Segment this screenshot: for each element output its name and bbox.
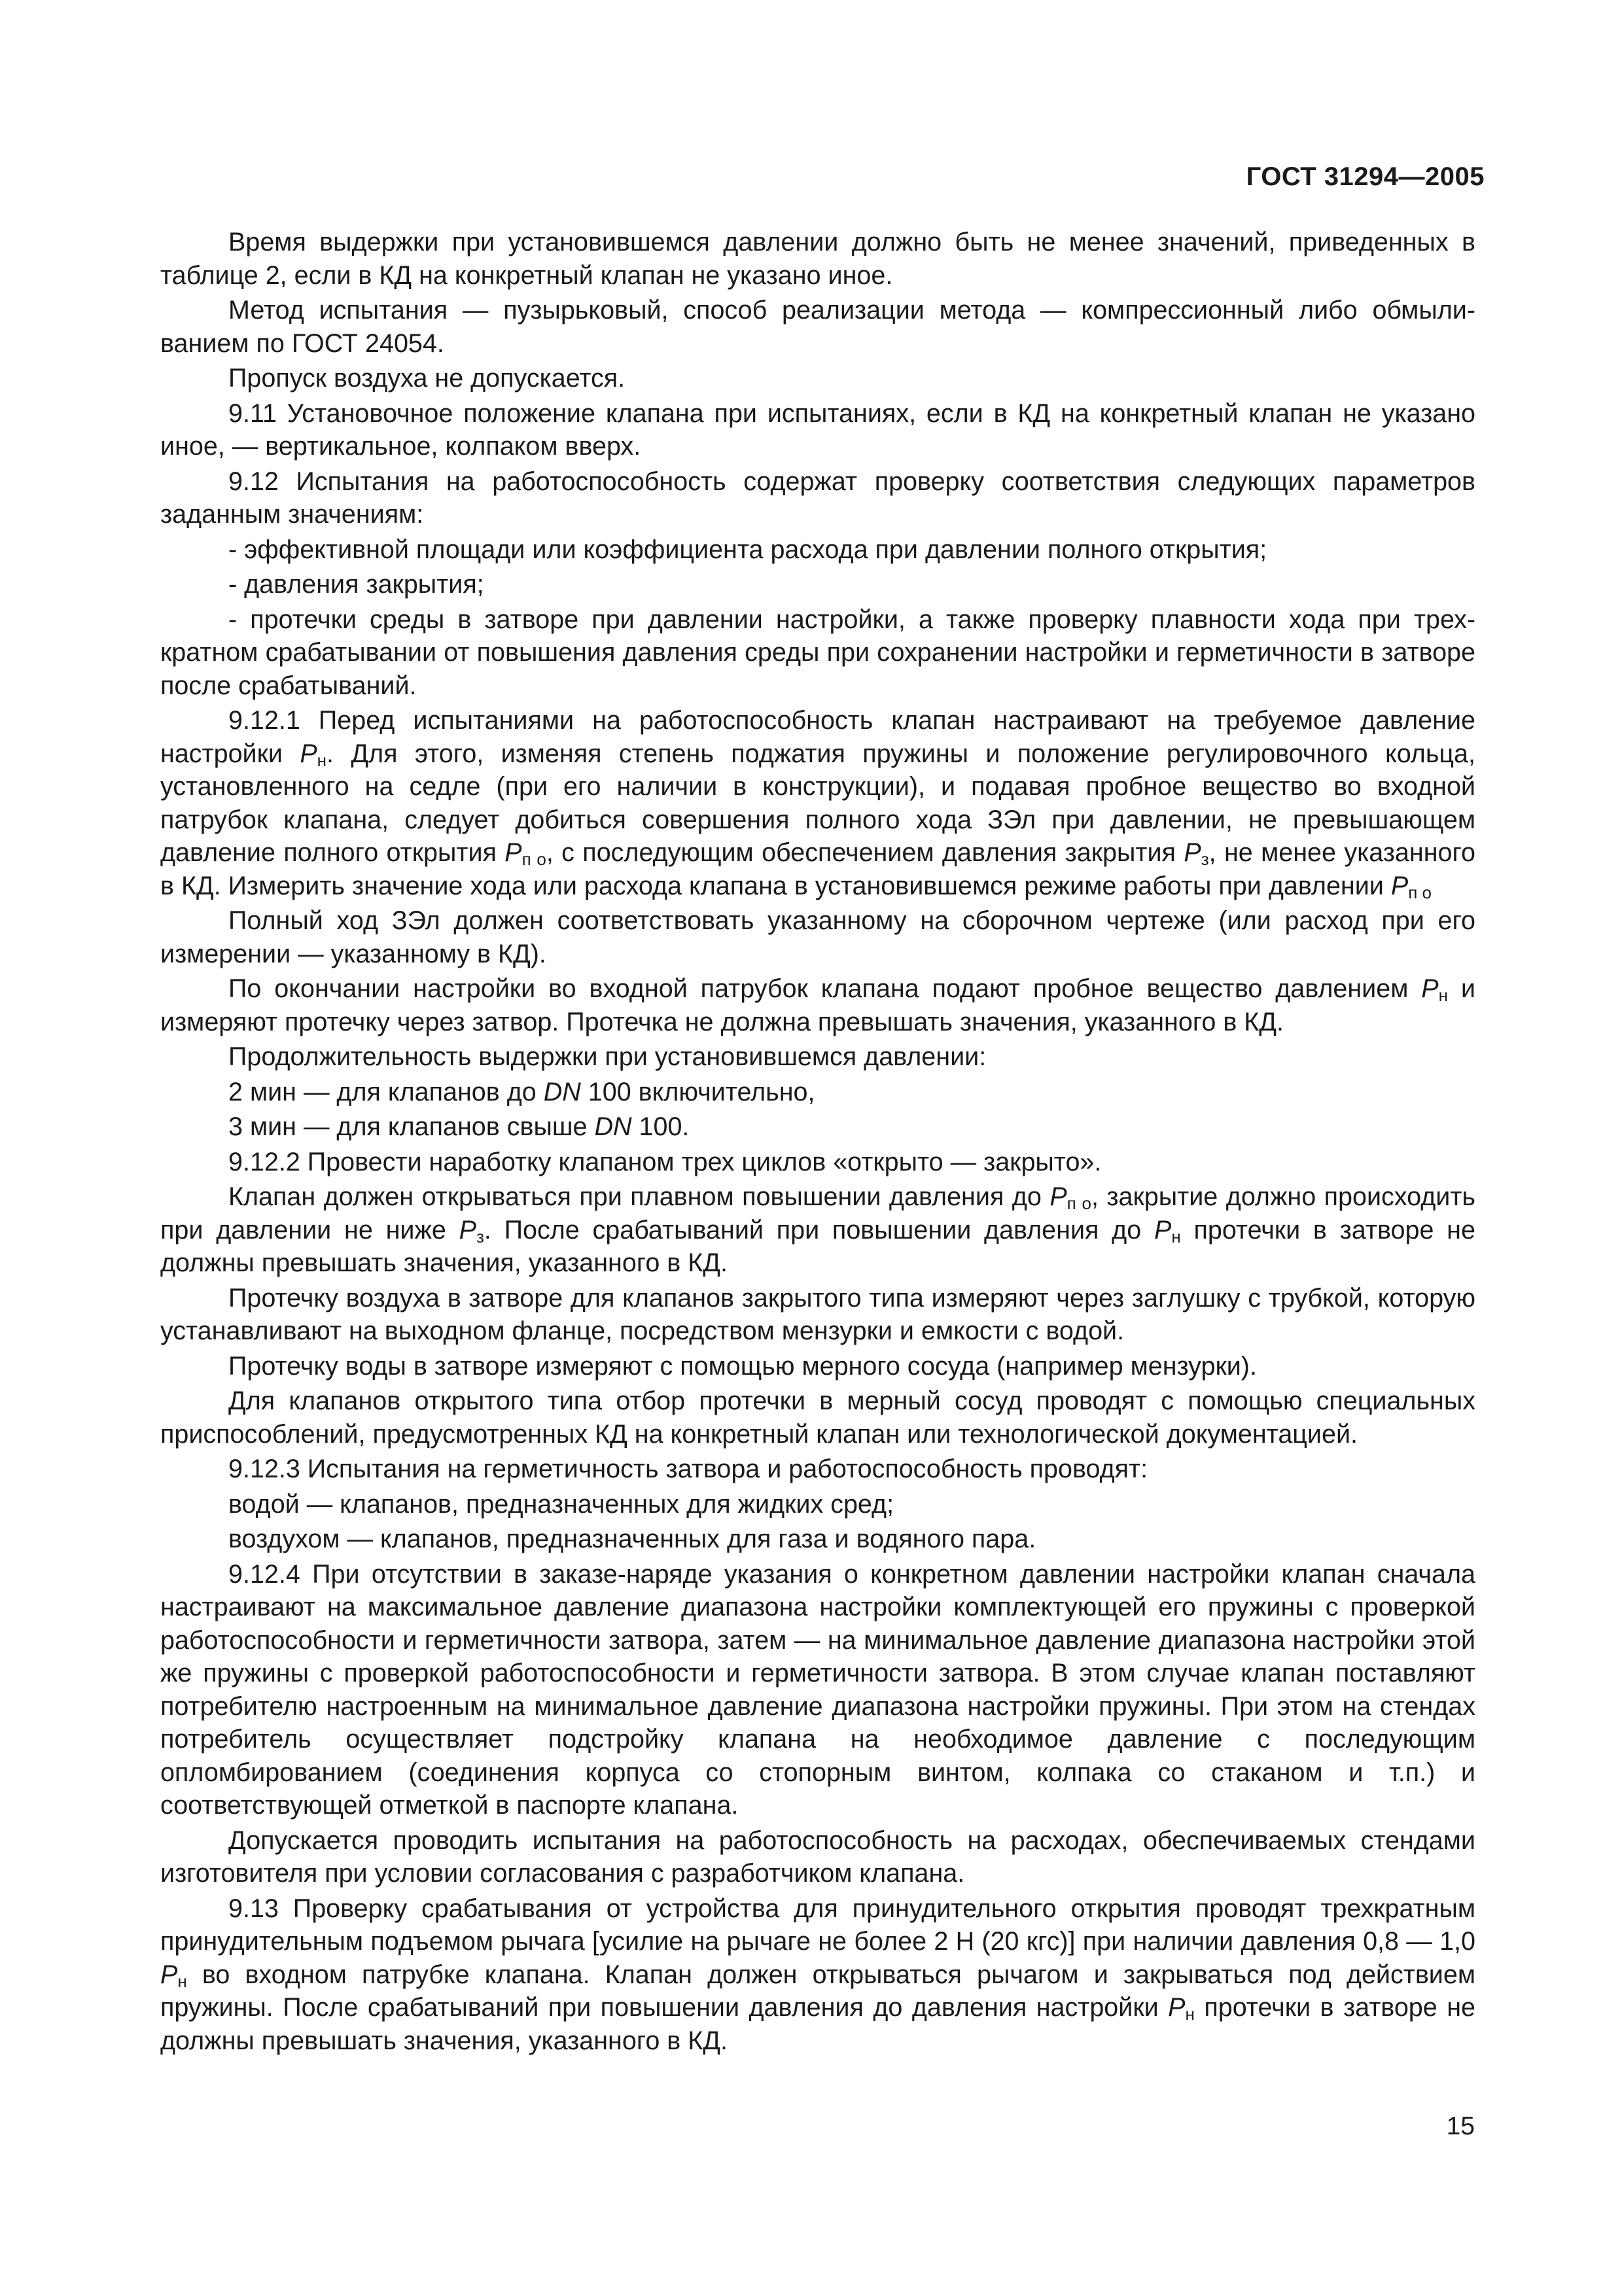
document-body [160,226,1475,2057]
subscript: п о [1408,882,1432,902]
paragraph: 9.11 Установочное положение клапана при испытаниях, если в КД на конкретный клапан не указано иное, — вертикальное, колпаком вверх. [160,398,1475,461]
symbol-p: P [160,1960,178,1989]
text-run: 9.13 Проверку срабатывания от устройства для принудительного открытия проводят трехкратным принудительным подъемом рычага [усилие на рычаге не более 2 Н (20 кгс)] при наличии давления 0,8 — 1,0 [160,1894,1475,1956]
paragraph: Время выдержки при установившемся давлении должно быть не менее значений, приведенных в таблице 2, если в КД на конкретный клапан не указано иное. [160,228,1475,290]
page-number: 15 [1446,2112,1475,2140]
subscript: н [1171,1226,1181,1246]
list-item [160,1110,1475,1144]
paragraph: 9.12.2 Провести наработку клапаном трех циклов «открыто — закрыто». [228,1147,1102,1176]
subscript: з [476,1226,484,1246]
paragraph [160,1180,1475,1280]
subscript: н [177,1971,187,1991]
paragraph: Протечку воздуха в затворе для клапанов закрытого типа измеряют через заглушку с трубкой, которую устанавливают на выходном фланце, посредством мензурки и емкости с водой. [160,1283,1475,1345]
text-run: , с последующим обеспечением давления закрытия [546,838,1184,867]
list-item: - давления закрытия; [228,570,484,599]
symbol-dn: DN [594,1112,632,1141]
symbol-p: P [1049,1182,1067,1211]
paragraph: Протечку воды в затворе измеряют с помощью мерного сосуда (например мензурки). [228,1351,1257,1381]
paragraph: 9.12.3 Испытания на герметичность затвора и работоспособность проводят: [228,1455,1148,1483]
subscript: н [1185,2004,1195,2024]
text-run: . Для этого, изменяя степень поджатия пружины и положение регулировочного кольца, установленного на седле (при его наличии в конструкции), и подавая пробное вещество во входной патрубок клапана, следует добиться совершения полного хода ЗЭл при давлении, не превышающем давление полного открытия [160,739,1475,867]
document-designation: ГОСТ 31294—2005 [1246,162,1485,191]
text-run: 100 включительно, [580,1077,815,1106]
subscript: п о [1067,1193,1091,1213]
paragraph: Продолжительность выдержки при установившемся давлении: [228,1042,987,1071]
text-run: протечки в затворе не должны превышать значения, указанного в КД. [160,1215,1475,1277]
paragraph: 9.12.4 При отсутствии в заказе-наряде указания о конкретном давлении настройки клапан сначала настраивают на максимальное давление диапазона настройки комплектующей его пружины с проверкой работоспособности и герметичности затвора, затем — на минимальное давление диапазона настройки этой же пружины с проверкой работоспособности и герметичности затвора. В этом случае клапан поставляют потребителю настроенным на минимальное давление диапазона настройки пружины. При этом на стендах потребитель осуществляет подстройку клапана на необходимое давление с последующим опломбированием (соединения корпуса со стопорным винтом, колпака со стаканом и т.п.) и соответствующей отметкой в паспорте клапана. [160,1559,1475,1820]
paragraph: 9.12 Испытания на работоспособность содержат проверку соответствия следующих параметров заданным значениям: [160,467,1475,529]
symbol-p: P [504,838,522,867]
text-run: . После срабатываний при повышении давления до [484,1215,1154,1245]
text-run: и измеряют протечку через затвор. Протечка не должна превышать значения, указанного в КД. [160,974,1475,1036]
subscript: н [317,750,327,770]
symbol-p: P [300,739,317,768]
list-item: - эффективной площади или коэффициента расхода при давлении полного открытия; [228,535,1267,564]
paragraph: Для клапанов открытого типа отбор протечки в мерный сосуд проводят с помощью специальных приспособлений, предусмотренных КД на конкретный клапан или технологической документацией. [160,1386,1475,1449]
paragraph [160,1892,1475,2058]
paragraph: Пропуск воздуха не допускается. [228,364,626,393]
subscript: п о [521,849,546,869]
subscript: н [1438,985,1449,1005]
text-run: во входном патрубке клапана. Клапан должен открываться рычагом и закрываться под действием пружины. После срабатываний при повышении давления до давления настройки [160,1960,1475,2022]
text-run: 3 мин — для клапанов свыше [228,1112,595,1141]
symbol-p: P [1421,974,1439,1003]
text-run: По окончании настройки во входной патрубок клапана подают пробное вещество давлением [228,974,1422,1003]
text-run: , не менее указанного в КД. Измерить значение хода или расхода клапана в установившемся режиме работы при давлении [160,838,1475,900]
list-item: - протечки среды в затворе при давлении настройки, а также проверку плавности хода при трехкратном срабатывании от повышения давления среды при сохранении настройки и герметичности в затворе после срабатываний. [160,605,1475,700]
text-run: 100. [631,1112,690,1141]
list-item: водой — клапанов, предназначенных для жидких сред; [228,1489,894,1519]
symbol-p: P [1168,1993,1186,2022]
symbol-p: P [1184,838,1201,867]
subscript: з [1201,849,1209,869]
text-run: 9.12.1 Перед испытаниями на работоспособность клапан настраивают на требуемое давление настройки [160,706,1475,768]
paragraph: Полный ход ЗЭл должен соответствовать указанному на сборочном чертеже (или расход при его измерении — указанному в КД). [160,906,1475,968]
paragraph: Метод испытания — пузырьковый, способ реализации метода — компрессионный либо обмыливанием по ГОСТ 24054. [160,296,1475,358]
list-item [160,1076,1475,1109]
paragraph [160,972,1475,1038]
text-run: протечки в затворе не должны превышать значения, указанного в КД. [160,1993,1475,2055]
list-item: воздухом — клапанов, предназначенных для газа и водяного пара. [228,1525,1036,1553]
text-run: , закрытие должно происходить при давлении не ниже [160,1182,1475,1245]
symbol-p: P [1390,871,1409,900]
paragraph [160,704,1475,902]
symbol-dn: DN [543,1077,581,1106]
text-run: Клапан должен открываться при плавном повышении давления до [228,1182,1050,1211]
paragraph: Допускается проводить испытания на работоспособность на расходах, обеспечиваемых стендами изготовителя при условии согласования с разработчиком клапана. [160,1826,1475,1888]
symbol-p: P [459,1215,476,1245]
symbol-p: P [1154,1215,1172,1245]
text-run: 2 мин — для клапанов до [228,1077,544,1106]
